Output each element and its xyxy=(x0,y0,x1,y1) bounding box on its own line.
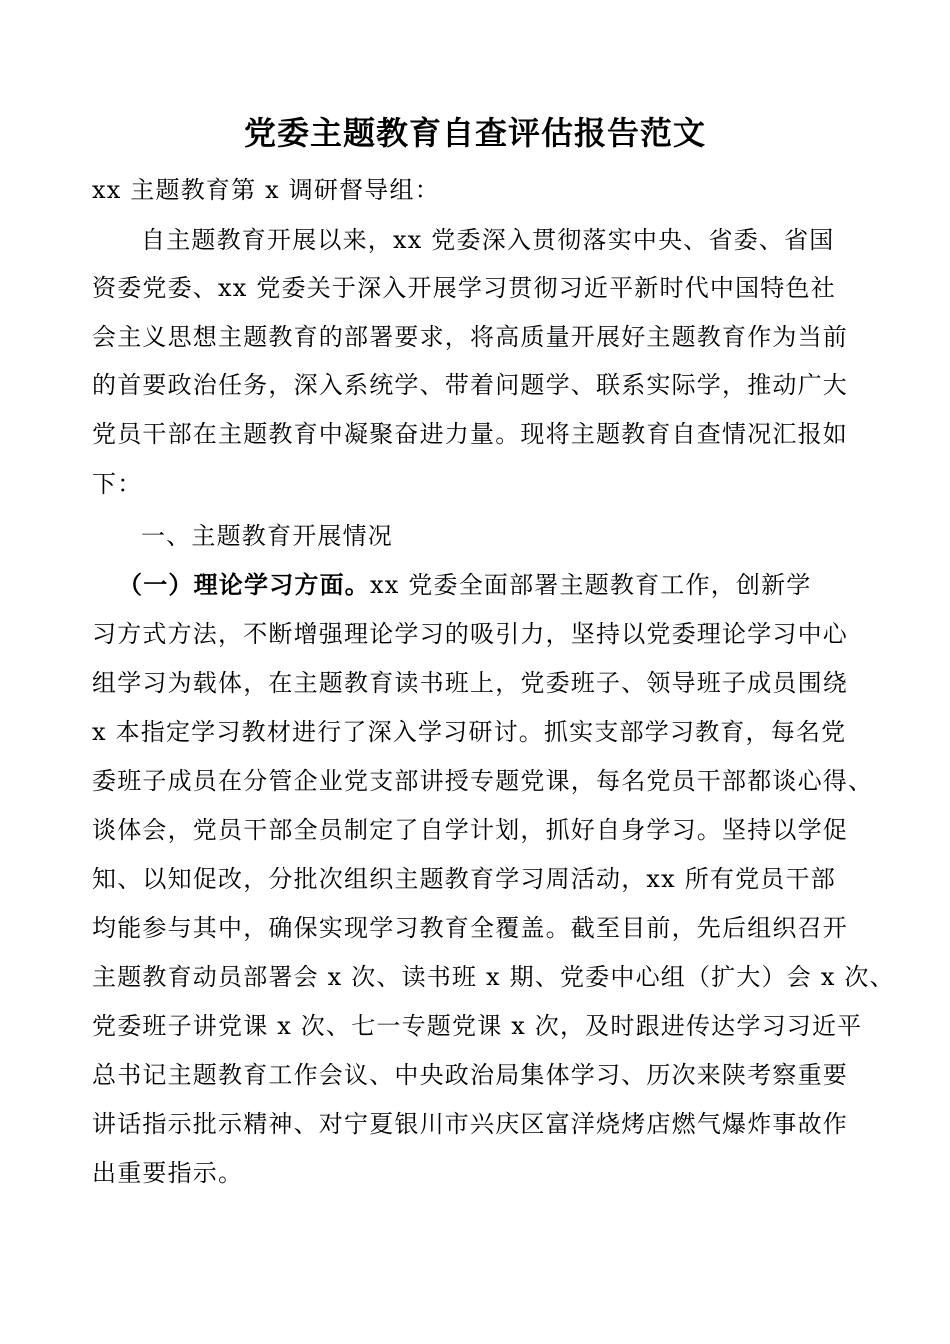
intro-line: 自主题教育开展以来，xx 党委深入贯彻落实中央、省委、省国 xyxy=(141,226,835,254)
subsection-line: 谈体会，党员干部全员制定了自学计划，抓好自身学习。坚持以学促 xyxy=(92,816,848,844)
subsection-line: 总书记主题教育工作会议、中央政治局集体学习、历次来陕考察重要 xyxy=(92,1061,848,1089)
subsection-line: 委班子成员在分管企业党支部讲授专题党课，每名党员干部都谈心得、 xyxy=(92,767,874,795)
section-heading: 一、主题教育开展情况 xyxy=(141,522,393,550)
subsection-line: x 本指定学习教材进行了深入学习研讨。抓实支部学习教育，每名党 xyxy=(92,718,847,746)
intro-line: 会主义思想主题教育的部署要求，将高质量开展好主题教育作为当前 xyxy=(92,323,848,351)
subsection-line: 主题教育动员部署会 x 次、读书班 x 期、党委中心组（扩大）会 x 次、 xyxy=(92,963,895,991)
subsection-line: 习方式方法，不断增强理论学习的吸引力，坚持以党委理论学习中心 xyxy=(92,620,848,648)
document-title: 党委主题教育自查评估报告范文 xyxy=(243,114,706,152)
subsection-line: 党委班子讲党课 x 次、七一专题党课 x 次，及时跟进传达学习习近平 xyxy=(92,1012,863,1040)
subsection-line: 讲话指示批示精神、对宁夏银川市兴庆区富洋烧烤店燃气爆炸事故作 xyxy=(92,1110,848,1138)
intro-line: 资委党委、xx 党委关于深入开展学习贯彻习近平新时代中国特色社 xyxy=(92,274,836,302)
subsection-first-line-text: xx 党委全面部署主题教育工作，创新学 xyxy=(370,571,812,599)
intro-line: 的首要政治任务，深入系统学、带着问题学、联系实际学，推动广大 xyxy=(92,371,848,399)
intro-line: 党员干部在主题教育中凝聚奋进力量。现将主题教育自查情况汇报如 xyxy=(92,420,848,448)
subsection-line: 均能参与其中，确保实现学习教育全覆盖。截至目前，先后组织召开 xyxy=(92,914,848,942)
subsection-line: 知、以知促改，分批次组织主题教育学习周活动，xx 所有党员干部 xyxy=(92,865,836,893)
subsection-lead: （一）理论学习方面。 xyxy=(118,571,370,599)
salutation: xx 主题教育第 x 调研督导组： xyxy=(92,176,440,204)
subsection-first-line xyxy=(118,561,878,609)
subsection-line: 出重要指示。 xyxy=(92,1159,244,1187)
subsection-line: 组学习为载体，在主题教育读书班上，党委班子、领导班子成员围绕 xyxy=(92,669,848,697)
intro-line: 下： xyxy=(92,470,143,498)
